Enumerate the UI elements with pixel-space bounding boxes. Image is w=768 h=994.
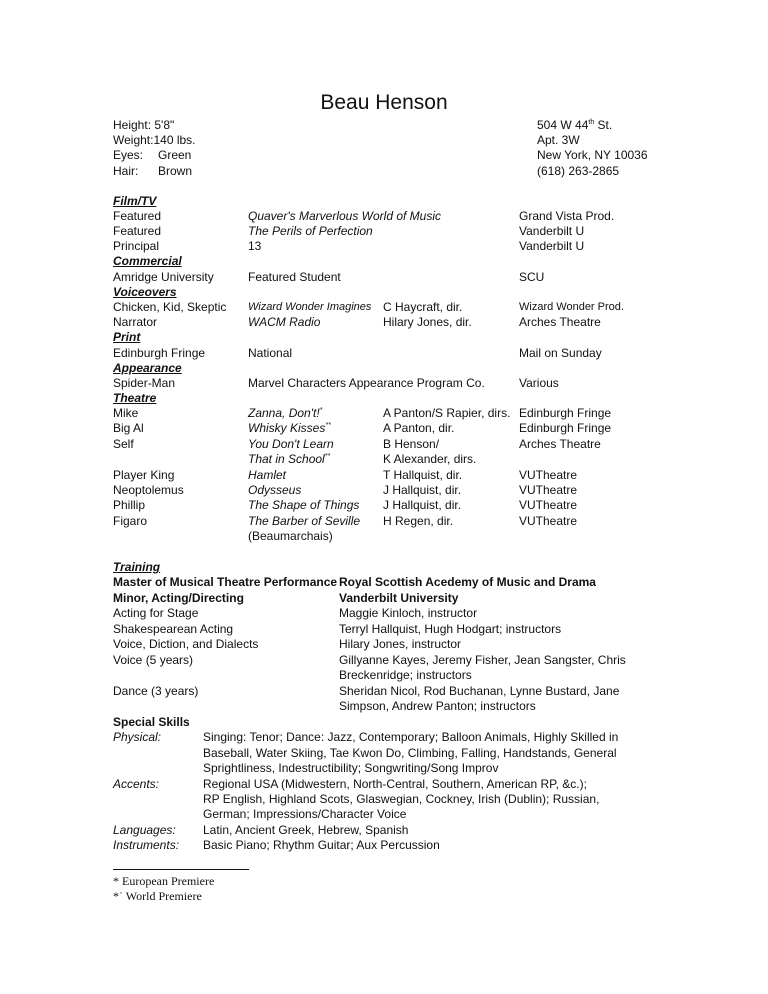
credit-title: The Shape of Things: [248, 498, 360, 512]
skill-text: Singing: Tenor; Dance: Jazz, Contemporary; Balloon Animals, Highly Skilled in: [203, 730, 619, 744]
credit-role: Figaro: [113, 514, 148, 528]
credit-title: Wizard Wonder Imagines: [248, 301, 372, 313]
training-instructor: Sheridan Nicol, Rod Buchanan, Lynne Bustard, Jane: [339, 684, 620, 698]
credit-title: You Don't Learn: [248, 437, 334, 451]
credit-role: Amridge University: [113, 270, 214, 284]
skill-label: Accents:: [113, 777, 160, 791]
skill-text: Sprightliness, Indestructibility; Songwriting/Song Improv: [203, 761, 499, 775]
skill-label: Languages:: [113, 823, 176, 837]
training-instructor: Hilary Jones, instructor: [339, 637, 462, 651]
credit-title: The Barber of Seville: [248, 514, 361, 528]
credit-role: Mike: [113, 406, 139, 420]
resume-name: Beau Henson: [320, 91, 448, 114]
credit-role: Edinburgh Fringe: [113, 346, 206, 360]
training-course: Voice (5 years): [113, 653, 194, 667]
credit-role: Player King: [113, 468, 175, 482]
section-header-training: Training: [113, 560, 161, 574]
credit-director: J Hallquist, dir.: [383, 498, 462, 512]
credit-title: The Perils of Perfection: [248, 224, 373, 238]
credit-role: Neoptolemus: [113, 483, 184, 497]
training-course: Acting for Stage: [113, 606, 199, 620]
section-header-commercial: Commercial: [113, 254, 182, 268]
school-rsamd: Royal Scottish Acedemy of Music and Drama: [339, 575, 596, 589]
height: Height: 5'8": [113, 118, 175, 132]
skill-text: German; Impressions/Character Voice: [203, 807, 407, 821]
credit-director: J Hallquist, dir.: [383, 483, 462, 497]
credit-title: WACM Radio: [248, 315, 321, 329]
training-course: Shakespearean Acting: [113, 622, 234, 636]
address-street: 504 W 44th St.: [537, 118, 613, 132]
credit-director: Hilary Jones, dir.: [383, 315, 472, 329]
credit-company: VUTheatre: [519, 483, 578, 497]
section-header-voiceovers: Voiceovers: [113, 285, 177, 299]
address-city: New York, NY 10036: [537, 148, 648, 162]
credit-company: Edinburgh Fringe: [519, 421, 612, 435]
credit-company: SCU: [519, 270, 545, 284]
credit-title: 13: [248, 239, 262, 253]
weight: Weight:140 lbs.: [113, 133, 196, 147]
eyes-label: Eyes:: [113, 148, 144, 162]
credit-role: Big Al: [113, 421, 144, 435]
school-vanderbilt: Vanderbilt University: [339, 591, 459, 605]
credit-role: Phillip: [113, 498, 146, 512]
credit-role: Principal: [113, 239, 160, 253]
section-header-theatre: Theatre: [113, 391, 157, 405]
credit-company: Vanderbilt U: [519, 239, 585, 253]
footnote-rule: [113, 869, 249, 870]
credit-title: Quaver's Marverlous World of Music: [248, 209, 442, 223]
credit-role: Narrator: [113, 315, 158, 329]
credit-role: Chicken, Kid, Skeptic: [113, 300, 227, 314]
footnote-world: *˙ World Premiere: [113, 889, 202, 903]
section-header-appearance: Appearance: [113, 361, 182, 375]
degree-minor: Minor, Acting/Directing: [113, 591, 244, 605]
skill-text: Latin, Ancient Greek, Hebrew, Spanish: [203, 823, 409, 837]
credit-company: Vanderbilt U: [519, 224, 585, 238]
skill-text: Baseball, Water Skiing, Tae Kwon Do, Climbing, Falling, Handstands, General: [203, 746, 617, 760]
credit-title: Marvel Characters Appearance Program Co.: [248, 376, 485, 390]
hair-value: Brown: [158, 164, 193, 178]
skill-label: Instruments:: [113, 838, 180, 852]
training-instructor: Breckenridge; instructors: [339, 668, 472, 682]
credit-company: Wizard Wonder Prod.: [519, 301, 624, 313]
credit-company: VUTheatre: [519, 514, 578, 528]
training-instructor: Terryl Hallquist, Hugh Hodgart; instructors: [339, 622, 562, 636]
section-header-film: Film/TV: [113, 194, 157, 208]
credit-company: Arches Theatre: [519, 437, 601, 451]
credit-director: A Panton/S Rapier, dirs.: [383, 406, 511, 420]
eyes-value: Green: [158, 148, 192, 162]
credit-director: H Regen, dir.: [383, 514, 454, 528]
phone-number: (618) 263-2865: [537, 164, 620, 178]
credit-director: B Henson/: [383, 437, 440, 451]
skill-text: Basic Piano; Rhythm Guitar; Aux Percussion: [203, 838, 440, 852]
credit-role: Featured: [113, 224, 162, 238]
credit-company: Grand Vista Prod.: [519, 209, 615, 223]
section-header-skills: Special Skills: [113, 715, 190, 729]
credit-director: K Alexander, dirs.: [383, 452, 477, 466]
credit-director: A Panton, dir.: [383, 421, 455, 435]
credit-title: Whisky Kisses**: [248, 421, 331, 435]
credit-director: C Haycraft, dir.: [383, 300, 463, 314]
section-header-print: Print: [113, 330, 141, 344]
credit-company: VUTheatre: [519, 498, 578, 512]
training-instructor: Simpson, Andrew Panton; instructors: [339, 699, 536, 713]
credit-director: T Hallquist, dir.: [383, 468, 463, 482]
credit-title: Odysseus: [248, 483, 302, 497]
training-course: Dance (3 years): [113, 684, 199, 698]
skill-label: Physical:: [113, 730, 162, 744]
credit-company: Edinburgh Fringe: [519, 406, 612, 420]
skill-text: RP English, Highland Scots, Glaswegian, Cockney, Irish (Dublin); Russian,: [203, 792, 600, 806]
credit-title-author: (Beaumarchais): [248, 529, 333, 543]
training-instructor: Gillyanne Kayes, Jeremy Fisher, Jean Sangster, Chris: [339, 653, 626, 667]
credit-role: Spider-Man: [113, 376, 176, 390]
credit-title: Featured Student: [248, 270, 341, 284]
degree-masters: Master of Musical Theatre Performance: [113, 575, 338, 589]
training-course: Voice, Diction, and Dialects: [113, 637, 259, 651]
credit-company: Mail on Sunday: [519, 346, 602, 360]
credit-role: Self: [113, 437, 134, 451]
credit-title: That in School**: [248, 452, 331, 466]
credit-company: Various: [519, 376, 559, 390]
address-apt: Apt. 3W: [537, 133, 580, 147]
footnote-european: * European Premiere: [113, 874, 215, 888]
skill-text: Regional USA (Midwestern, North-Central, Southern, American RP, &c.);: [203, 777, 587, 791]
credit-company: VUTheatre: [519, 468, 578, 482]
training-instructor: Maggie Kinloch, instructor: [339, 606, 478, 620]
hair-label: Hair:: [113, 164, 139, 178]
credit-title: National: [248, 346, 293, 360]
credit-company: Arches Theatre: [519, 315, 601, 329]
credit-role: Featured: [113, 209, 162, 223]
credit-title: Hamlet: [248, 468, 287, 482]
credit-title: Zanna, Don't!*: [248, 406, 323, 420]
